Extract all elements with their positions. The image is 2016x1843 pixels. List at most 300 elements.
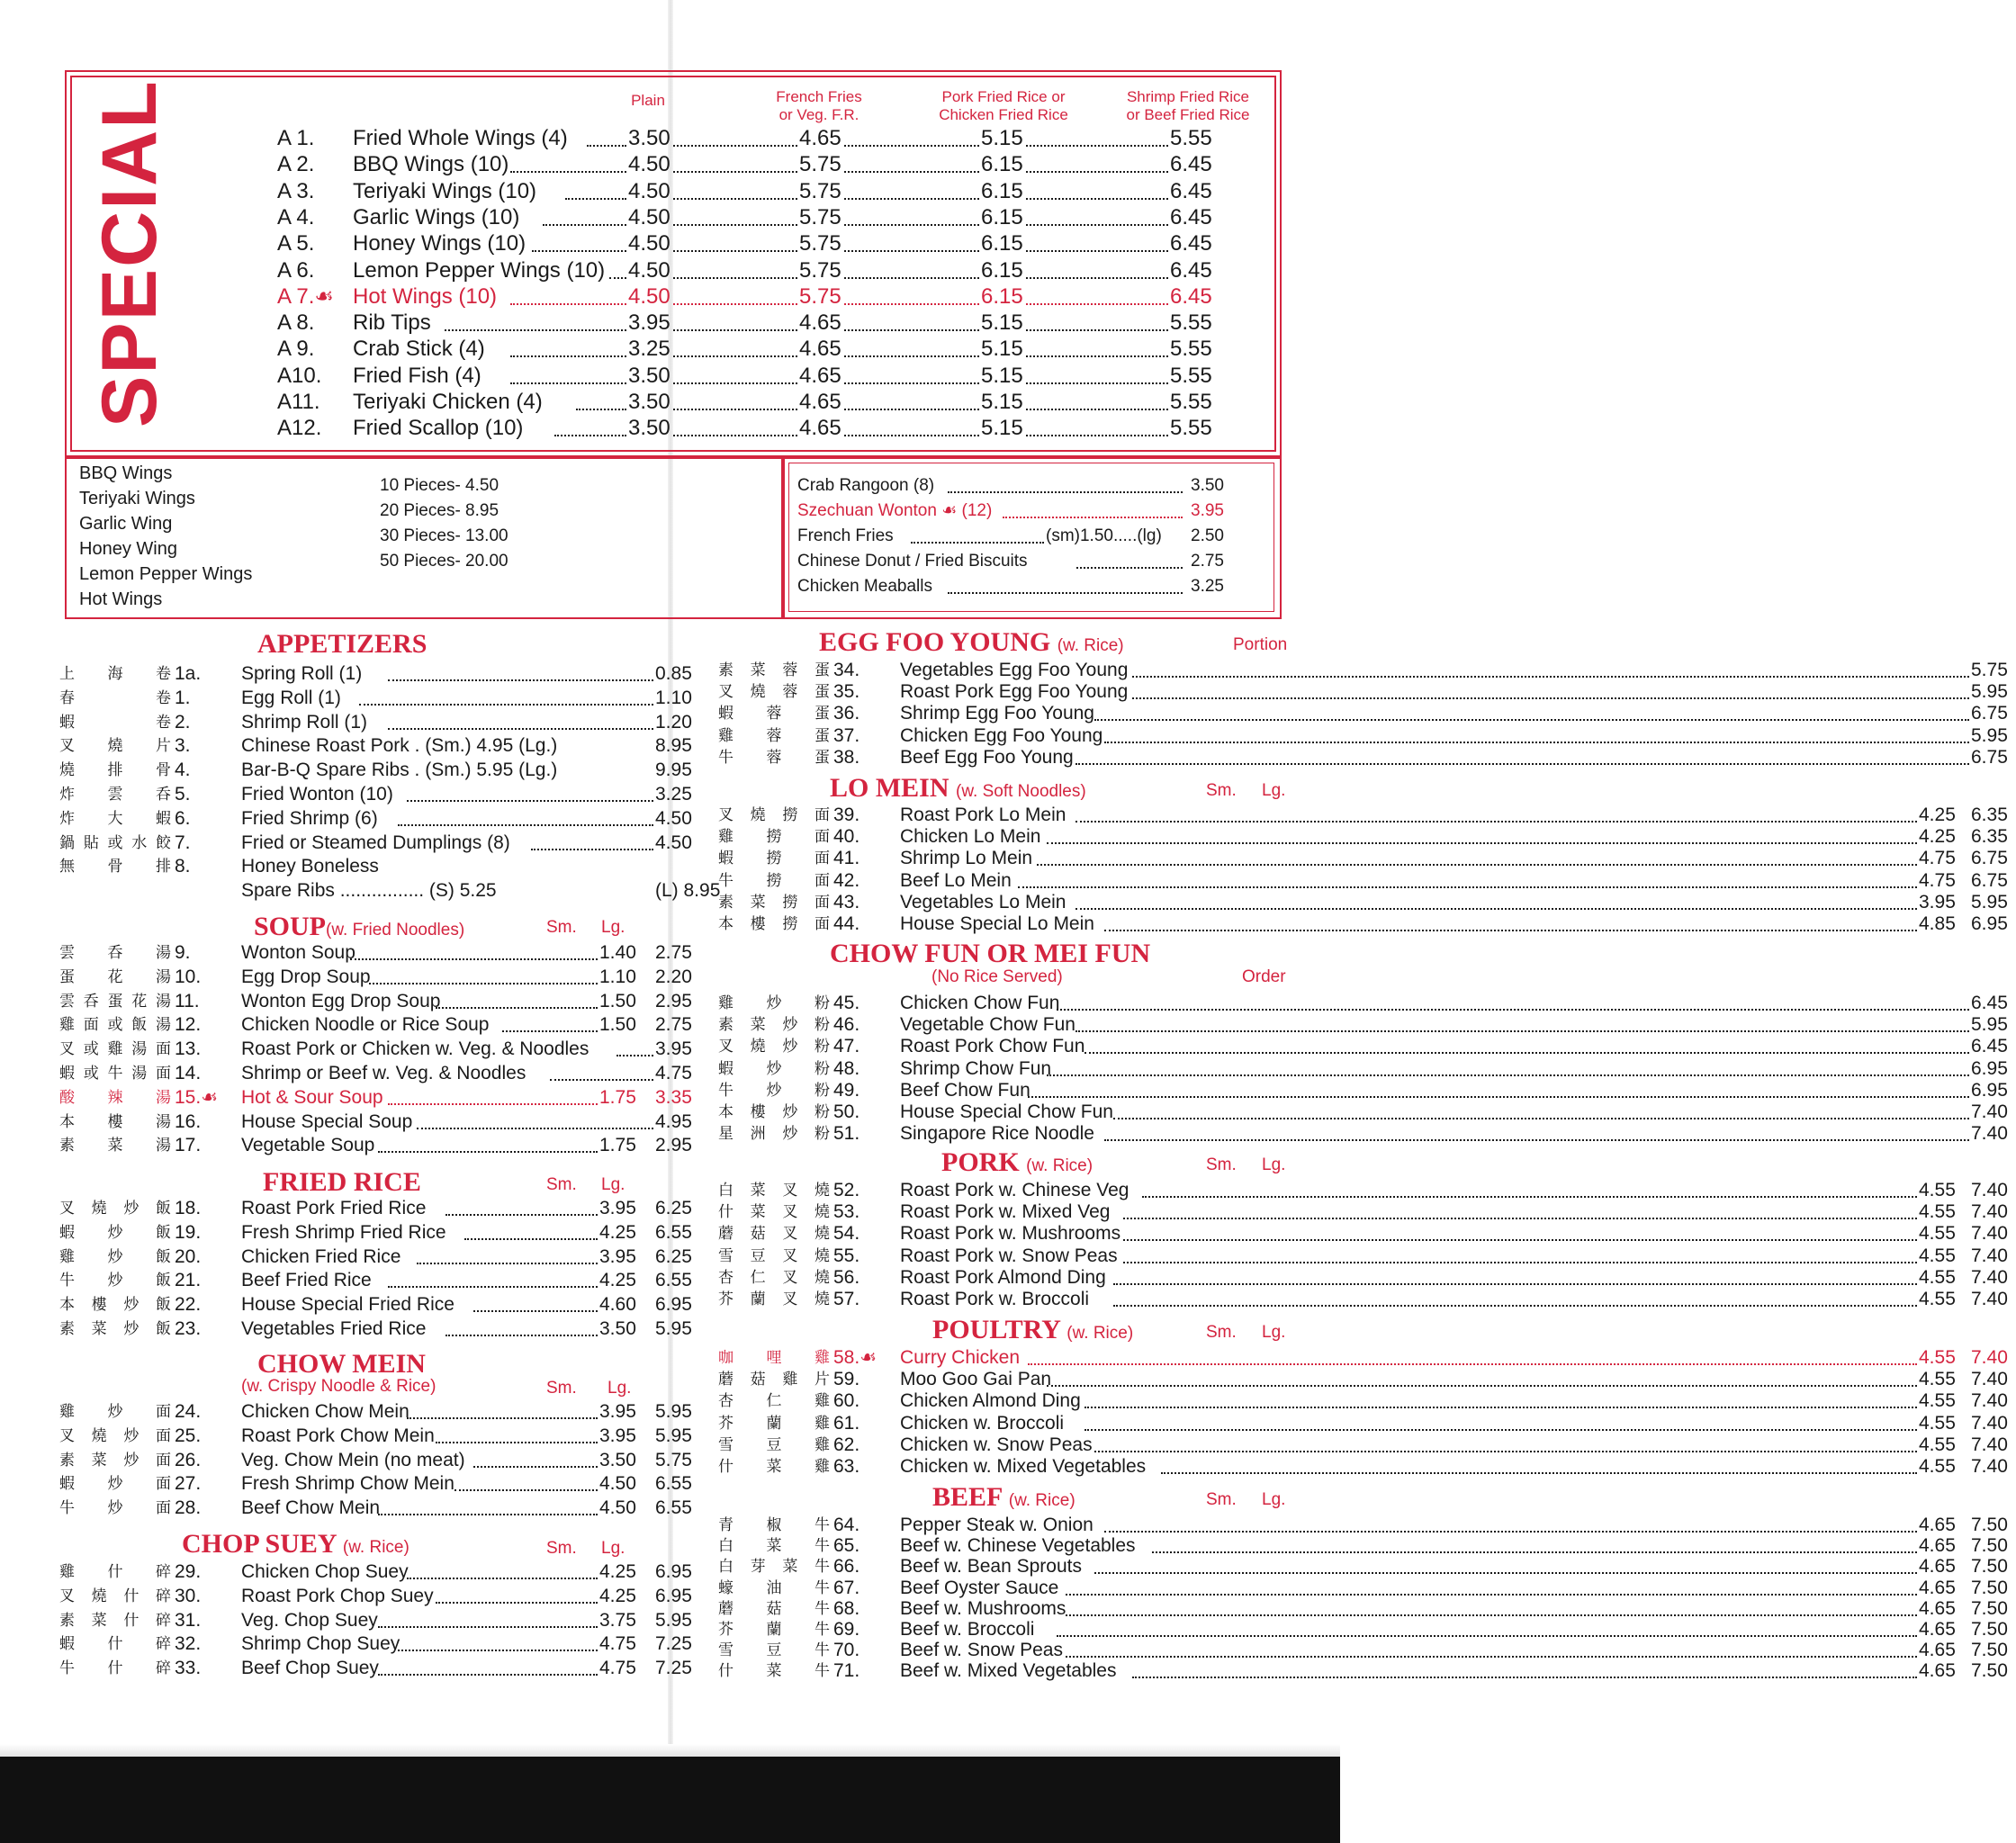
chinese-char: 飯 xyxy=(156,1247,171,1266)
leader-dots xyxy=(948,473,1183,493)
chinese-char: 面 xyxy=(814,806,830,824)
price-large: 6.25 xyxy=(655,1198,692,1218)
leader-dots xyxy=(1152,1534,1917,1553)
side-item xyxy=(797,524,1224,549)
leader-dots xyxy=(1076,804,1917,823)
chinese-name xyxy=(718,746,830,769)
item-name: Beef Egg Foo Young xyxy=(900,746,1074,768)
item-number: 56. xyxy=(833,1266,860,1288)
chinese-char: 炒 xyxy=(107,1403,123,1421)
leader-dots xyxy=(510,364,626,384)
chinese-name xyxy=(718,1514,830,1537)
chinese-char: 雞 xyxy=(814,1392,830,1411)
chinese-char: 蓉 xyxy=(766,748,782,767)
price-large: 5.95 xyxy=(655,1609,692,1631)
menu-item xyxy=(59,1013,700,1037)
chinese-char: 雲 xyxy=(59,944,75,962)
chow-mein-lg-header: Lg. xyxy=(608,1379,632,1398)
price-large: 2.95 xyxy=(655,1135,692,1156)
chinese-char: 雞 xyxy=(814,1458,830,1476)
leader-dots xyxy=(1026,284,1168,305)
chinese-char: 牛 xyxy=(814,1558,830,1577)
price-small: 4.55 xyxy=(1919,1266,1956,1288)
chinese-name xyxy=(59,1197,171,1220)
chinese-char: 炒 xyxy=(107,1247,123,1266)
chinese-char: 蛋 xyxy=(814,683,830,702)
item-name: Chicken Chow Mein xyxy=(241,1401,410,1422)
col-header-plain: Plain xyxy=(631,92,665,109)
item-number: 1a. xyxy=(175,663,202,684)
chinese-char: 牛 xyxy=(718,748,734,767)
price-large: 2.75 xyxy=(655,1014,692,1036)
item-number: 38. xyxy=(833,746,860,768)
price-large: 6.95 xyxy=(655,1294,692,1316)
chinese-char: 白 xyxy=(718,1182,734,1200)
chinese-char: 或 xyxy=(83,1065,99,1083)
item-name: Roast Pork Egg Foo Young xyxy=(900,681,1129,703)
item-number: 5. xyxy=(175,784,191,805)
leader-dots xyxy=(1076,746,1969,765)
side-item-price: 3.95 xyxy=(1191,501,1224,520)
chinese-char: 菜 xyxy=(750,1203,766,1222)
special-price: 5.55 xyxy=(1170,363,1212,388)
item-number: 7. xyxy=(175,832,191,853)
price-large: 4.95 xyxy=(655,1110,692,1132)
chinese-char: 白 xyxy=(718,1537,734,1556)
item-number: 9. xyxy=(175,942,191,963)
special-item-number: A11. xyxy=(277,390,320,414)
price-small: 4.65 xyxy=(1919,1640,1956,1661)
chinese-char: 仁 xyxy=(750,1268,766,1287)
chinese-char: 本 xyxy=(59,1112,75,1131)
item-number: 53. xyxy=(833,1201,860,1223)
chinese-char: 哩 xyxy=(766,1349,782,1367)
chinese-char: 菜 xyxy=(750,661,766,679)
chinese-char: 燒 xyxy=(91,1426,107,1445)
leader-dots xyxy=(436,1585,598,1604)
menu-item xyxy=(718,1639,2016,1662)
item-name: Chicken Chop Suey xyxy=(241,1561,409,1582)
special-item-name: Honey Wings (10) xyxy=(353,231,526,256)
item-number: 47. xyxy=(833,1036,860,1057)
chinese-name xyxy=(718,847,830,870)
menu-item xyxy=(718,680,2016,704)
chinese-char: 湯 xyxy=(131,1065,148,1083)
chinese-char: 牛 xyxy=(814,1578,830,1597)
chinese-name xyxy=(718,992,830,1015)
chinese-char: 雞 xyxy=(718,994,734,1012)
price-large: 5.95 xyxy=(655,1318,692,1339)
menu-item xyxy=(718,1412,2016,1435)
chinese-name xyxy=(59,1245,171,1269)
chinese-name xyxy=(59,1062,171,1085)
leader-dots xyxy=(1104,913,1917,931)
price-large: 7.40 xyxy=(1971,1101,2008,1122)
price-small: 4.75 xyxy=(1919,848,1956,869)
chinese-char: 叉 xyxy=(59,737,75,756)
special-price: 3.50 xyxy=(628,390,670,414)
item-number: 30. xyxy=(175,1585,202,1606)
chinese-name xyxy=(59,1038,171,1061)
chinese-name xyxy=(718,1597,830,1621)
special-price: 4.50 xyxy=(628,257,670,283)
price-large: 7.40 xyxy=(1971,1123,2008,1145)
item-number: 25. xyxy=(175,1425,202,1446)
chinese-char: 蛋 xyxy=(814,748,830,767)
item-number: 26. xyxy=(175,1449,202,1470)
chinese-name xyxy=(718,1455,830,1479)
chinese-name xyxy=(718,825,830,849)
lo-mein-subtitle: (w. Soft Noodles) xyxy=(956,782,1086,801)
special-price: 4.50 xyxy=(628,178,670,203)
item-name: Chicken w. Mixed Vegetables xyxy=(900,1456,1147,1477)
leader-dots xyxy=(510,337,626,357)
beef-title-text: BEEF xyxy=(932,1482,1003,1512)
menu-item xyxy=(59,759,700,782)
price-small: 4.25 xyxy=(599,1270,636,1291)
chinese-char: 炒 xyxy=(766,994,782,1012)
leader-dots xyxy=(1026,126,1168,147)
chinese-char: 叉 xyxy=(782,1290,798,1308)
leader-dots xyxy=(543,205,626,226)
chinese-char: 菇 xyxy=(766,1599,782,1618)
leader-dots xyxy=(1026,416,1168,436)
leader-dots xyxy=(1026,179,1168,200)
menu-item xyxy=(59,1497,700,1520)
leader-dots xyxy=(673,364,797,384)
leader-dots xyxy=(1132,1659,1917,1678)
chop-suey-lg-header: Lg. xyxy=(601,1539,626,1558)
chinese-char: 牛 xyxy=(718,871,734,890)
chinese-char: 蓉 xyxy=(782,683,798,702)
price-large: 6.95 xyxy=(1971,1079,2008,1101)
chinese-char: 牛 xyxy=(814,1662,830,1681)
item-name: Bar-B-Q Spare Ribs . (Sm.) 5.95 (Lg.) xyxy=(241,760,558,781)
menu-item xyxy=(718,1455,2016,1479)
item-number: 6. xyxy=(175,807,191,829)
chinese-char: 蝦 xyxy=(59,1223,75,1242)
special-price: 6.45 xyxy=(1170,283,1212,309)
chinese-name xyxy=(59,662,171,686)
leader-dots xyxy=(1026,337,1168,357)
item-name: House Special Fried Rice xyxy=(241,1294,454,1316)
price-small: 1.40 xyxy=(599,942,636,963)
chinese-char: 燒 xyxy=(814,1225,830,1244)
chinese-name xyxy=(718,1122,830,1146)
item-number: 55. xyxy=(833,1245,860,1266)
chinese-char: 面 xyxy=(814,871,830,890)
leader-dots xyxy=(911,524,1044,544)
chinese-char: 燒 xyxy=(814,1203,830,1222)
menu-item xyxy=(718,1266,2016,1290)
chinese-name xyxy=(718,1368,830,1391)
leader-dots xyxy=(407,1560,598,1579)
item-name: Roast Pork w. Chinese Veg xyxy=(900,1180,1130,1200)
chinese-char: 湯 xyxy=(131,1040,148,1059)
chinese-char: 炒 xyxy=(766,1081,782,1100)
price-small: 4.25 xyxy=(1919,805,1956,825)
chinese-char: 大 xyxy=(107,809,123,828)
chinese-name xyxy=(718,1618,830,1641)
chinese-char: 撈 xyxy=(782,806,798,824)
chinese-name xyxy=(718,724,830,748)
chinese-char: 樓 xyxy=(107,1112,123,1131)
chinese-char: 面 xyxy=(814,828,830,847)
item-name: Shrimp Roll (1) xyxy=(241,711,368,733)
menu-item xyxy=(718,847,2016,870)
chinese-char: 什 xyxy=(718,1203,734,1222)
chinese-char: 呑 xyxy=(83,992,99,1011)
price-large: (L) 8.95 xyxy=(655,880,721,902)
chinese-name xyxy=(718,913,830,936)
chinese-char: 粉 xyxy=(814,1103,830,1121)
price-small: 1.75 xyxy=(599,1086,636,1108)
chinese-char: 菜 xyxy=(766,1458,782,1476)
item-name: Spare Ribs ................ (S) 5.25 xyxy=(241,880,497,902)
leader-dots xyxy=(1066,1577,1917,1596)
special-item-name: Lemon Pepper Wings (10) xyxy=(353,257,606,283)
leader-dots xyxy=(844,152,979,173)
leader-dots xyxy=(609,258,626,279)
price-small: 4.55 xyxy=(1919,1434,1956,1455)
chinese-char: 湯 xyxy=(156,967,171,986)
price-large: 4.50 xyxy=(655,832,692,853)
chinese-name xyxy=(59,1293,171,1317)
menu-item xyxy=(718,1288,2016,1311)
menu-item xyxy=(59,1425,700,1448)
chinese-char: 雞 xyxy=(814,1349,830,1367)
item-name: Beef w. Snow Peas xyxy=(900,1640,1063,1661)
chinese-char: 炒 xyxy=(123,1426,140,1445)
chinese-char: 排 xyxy=(107,761,123,780)
chinese-char: 花 xyxy=(107,967,123,986)
price-large: 7.50 xyxy=(1971,1619,2008,1640)
chinese-char: 粉 xyxy=(814,1016,830,1035)
item-number: 39. xyxy=(833,805,860,825)
price-large: 7.50 xyxy=(1971,1535,2008,1557)
leader-dots xyxy=(1026,205,1168,226)
item-name: Chicken Almond Ding xyxy=(900,1390,1081,1412)
item-name: Roast Pork w. Snow Peas xyxy=(900,1245,1118,1266)
scan-bottom-border xyxy=(0,1757,1340,1843)
item-name: Singapore Rice Noodle xyxy=(900,1123,1094,1145)
price-small: 4.55 xyxy=(1919,1201,1956,1223)
chinese-name xyxy=(718,1534,830,1558)
price-large: 2.75 xyxy=(655,942,692,963)
leader-dots xyxy=(1094,702,1969,721)
chinese-char: 碎 xyxy=(155,1611,171,1630)
leader-dots xyxy=(388,711,653,730)
leader-dots xyxy=(407,1400,598,1419)
chinese-char: 呑 xyxy=(107,944,123,962)
item-number: 63. xyxy=(833,1456,860,1477)
side-item-name: French Fries xyxy=(797,526,894,545)
chinese-char: 叉 xyxy=(718,806,734,824)
menu-item xyxy=(59,662,700,686)
price-large: 7.40 xyxy=(1971,1289,2008,1309)
item-name: Chicken Egg Foo Young xyxy=(900,724,1103,746)
price-large: 6.75 xyxy=(1971,869,2008,891)
chinese-char: 雞 xyxy=(107,1040,123,1059)
lo-mein-title xyxy=(830,774,1086,806)
chinese-char: 叉 xyxy=(782,1203,798,1222)
price-large: 2.20 xyxy=(655,966,692,987)
item-number: 42. xyxy=(833,869,860,891)
item-number: 60. xyxy=(833,1390,860,1412)
chinese-char: 蛋 xyxy=(59,967,75,986)
price-large: 7.25 xyxy=(655,1633,692,1655)
menu-item xyxy=(59,1472,700,1496)
chinese-name xyxy=(59,687,171,710)
chinese-char: 辣 xyxy=(107,1088,123,1107)
chinese-char: 菜 xyxy=(750,893,766,912)
chinese-name xyxy=(59,783,171,806)
chinese-char: 撈 xyxy=(782,915,798,933)
item-number: 52. xyxy=(833,1180,860,1200)
leader-dots xyxy=(554,416,626,436)
chinese-char: 菜 xyxy=(91,1451,107,1470)
chinese-name xyxy=(59,832,171,855)
price-small: 4.55 xyxy=(1919,1245,1956,1266)
chinese-char: 粉 xyxy=(814,994,830,1012)
menu-item xyxy=(718,746,2016,769)
item-number: 21. xyxy=(175,1270,202,1291)
chinese-name xyxy=(59,941,171,965)
egg-foo-young-portion-header: Portion xyxy=(1233,635,1288,654)
price-large: 4.50 xyxy=(655,807,692,829)
menu-item xyxy=(718,1013,2016,1037)
chinese-name xyxy=(718,1179,830,1202)
chinese-char: 炒 xyxy=(123,1200,140,1218)
chinese-name xyxy=(59,1400,171,1424)
item-name: Chicken Lo Mein xyxy=(900,826,1041,848)
item-name: Moo Goo Gai Pan xyxy=(900,1369,1052,1390)
leader-dots xyxy=(350,941,598,960)
menu-item xyxy=(59,941,700,965)
chinese-char: 燒 xyxy=(107,737,123,756)
price-small: 1.75 xyxy=(599,1135,636,1156)
chinese-char: 炒 xyxy=(782,1103,798,1121)
menu-item xyxy=(718,1122,2016,1146)
special-item-name: Garlic Wings (10) xyxy=(353,204,520,229)
item-number: 71. xyxy=(833,1660,860,1682)
special-price: 5.75 xyxy=(799,152,842,177)
pork-title xyxy=(941,1148,1093,1181)
chinese-char: 叉 xyxy=(59,1200,75,1218)
item-name: Beef Oyster Sauce xyxy=(900,1577,1059,1598)
leader-dots xyxy=(673,152,797,173)
beef-lg-header: Lg. xyxy=(1262,1490,1286,1509)
price-large: 6.55 xyxy=(655,1270,692,1291)
price-small: 4.25 xyxy=(599,1561,636,1582)
chinese-char: 面 xyxy=(814,850,830,868)
price-small: 4.65 xyxy=(1919,1577,1956,1598)
menu-item xyxy=(59,1269,700,1292)
item-number: 15.☙ xyxy=(175,1086,219,1108)
chinese-char: 炒 xyxy=(123,1296,140,1315)
chinese-char: 或 xyxy=(107,1016,123,1035)
price-large: 6.75 xyxy=(1971,703,2008,724)
special-price: 6.15 xyxy=(981,283,1023,309)
item-number: 27. xyxy=(175,1473,202,1495)
menu-item xyxy=(718,1222,2016,1245)
price-small: 4.65 xyxy=(1919,1660,1956,1682)
price-large: 1.10 xyxy=(655,687,692,708)
item-number: 22. xyxy=(175,1294,202,1316)
price-large: 7.40 xyxy=(1971,1369,2008,1390)
special-price: 5.55 xyxy=(1170,416,1212,441)
chinese-char: 燒 xyxy=(91,1200,107,1218)
chinese-char: 春 xyxy=(59,688,75,707)
menu-item xyxy=(59,879,721,903)
leader-dots xyxy=(1123,1245,1917,1263)
item-name: Vegetable Soup xyxy=(241,1135,375,1156)
price-large: 7.40 xyxy=(1971,1434,2008,1455)
chinese-char: 片 xyxy=(814,1371,830,1389)
leader-dots xyxy=(359,687,653,706)
chinese-char: 粉 xyxy=(814,1081,830,1100)
chinese-name xyxy=(718,1639,830,1662)
chinese-name xyxy=(59,734,171,758)
menu-item xyxy=(718,992,2016,1015)
price-large: 7.25 xyxy=(655,1658,692,1679)
special-price: 6.15 xyxy=(981,231,1023,256)
chinese-char: 卷 xyxy=(156,713,171,732)
menu-item xyxy=(59,1317,700,1341)
leader-dots xyxy=(398,1632,598,1651)
price-large: 7.40 xyxy=(1971,1390,2008,1412)
chinese-char: 青 xyxy=(718,1516,734,1534)
item-name: Veg. Chow Mein (no meat) xyxy=(241,1449,465,1470)
leader-dots xyxy=(844,364,979,384)
menu-item xyxy=(718,804,2016,827)
price-large: 2.95 xyxy=(655,990,692,1011)
item-name: Beef w. Bean Sprouts xyxy=(900,1556,1082,1578)
egg-foo-young-subtitle: (w. Rice) xyxy=(1057,636,1124,655)
chinese-char: 雞 xyxy=(59,1247,75,1266)
chinese-char: 叉 xyxy=(782,1225,798,1244)
price-large: 7.50 xyxy=(1971,1597,2008,1619)
leader-dots xyxy=(844,258,979,279)
leader-dots xyxy=(1076,891,1917,910)
special-price: 4.50 xyxy=(628,152,670,177)
chinese-char: 杏 xyxy=(718,1268,734,1287)
side-item-name: Chinese Donut / Fried Biscuits xyxy=(797,552,1028,571)
menu-item xyxy=(59,783,700,806)
menu-item xyxy=(59,711,700,734)
menu-item xyxy=(718,1079,2016,1102)
soup-title-text: SOUP xyxy=(254,912,327,941)
menu-item xyxy=(59,1038,700,1061)
chinese-char: 飯 xyxy=(156,1272,171,1290)
leader-dots xyxy=(454,1472,598,1491)
chinese-char: 湯 xyxy=(156,992,171,1011)
special-item-number: A 4. xyxy=(277,204,315,229)
chinese-char: 芥 xyxy=(718,1621,734,1639)
item-number: 8. xyxy=(175,856,191,877)
chinese-char: 蛋 xyxy=(814,705,830,724)
menu-item xyxy=(718,1534,2016,1558)
item-name: Beef Chop Suey xyxy=(241,1658,379,1679)
chinese-char: 什 xyxy=(718,1662,734,1681)
leader-dots xyxy=(502,1013,598,1032)
chinese-name xyxy=(718,804,830,827)
price-large: 6.75 xyxy=(1971,746,2008,768)
menu-item xyxy=(718,1101,2016,1124)
leader-dots xyxy=(1084,1412,1917,1431)
item-name: Chicken Noodle or Rice Soup xyxy=(241,1014,490,1036)
special-price: 5.15 xyxy=(981,390,1023,414)
